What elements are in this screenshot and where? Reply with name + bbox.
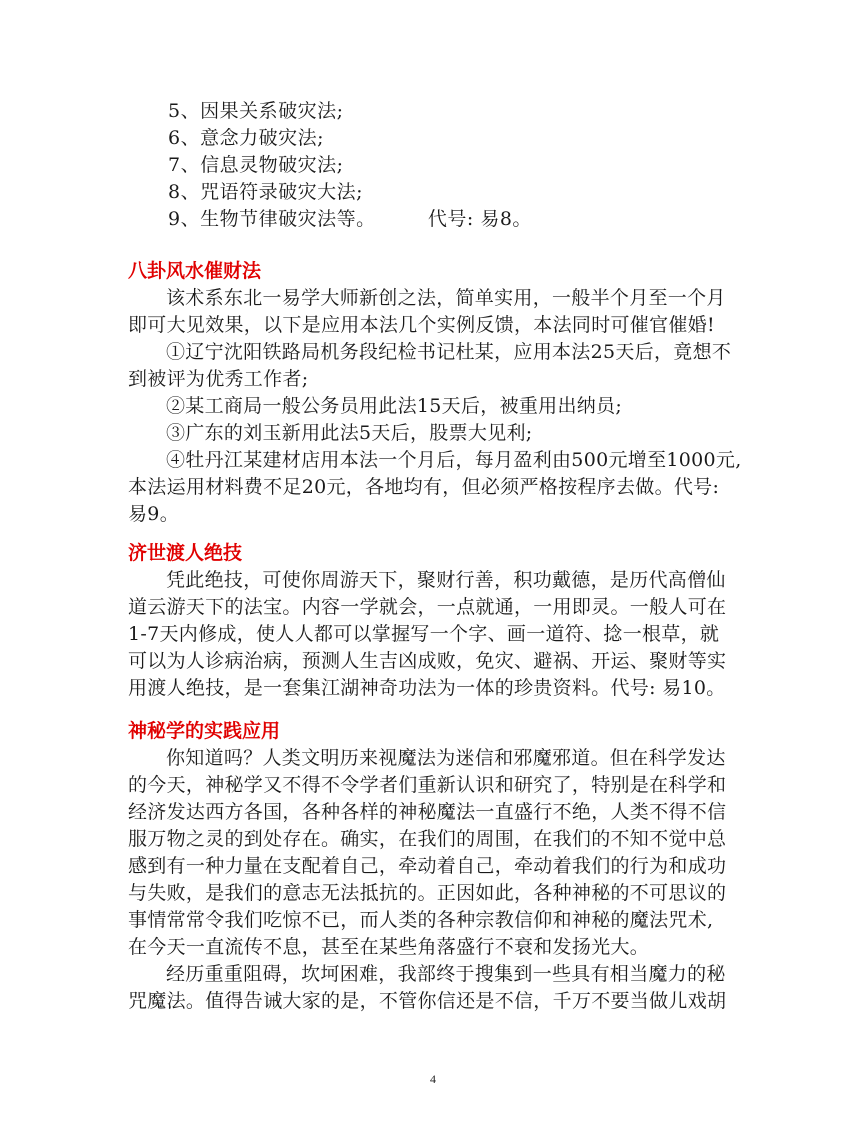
text-line: 事情常常令我们吃惊不已，而人类的各种宗教信仰和神秘的魔法咒术, bbox=[128, 909, 714, 931]
list-item: 9、生物节律破灾法等。 代号: 易8。 bbox=[168, 208, 532, 230]
section-bagua-fengshui bbox=[128, 258, 744, 528]
list-item: 8、咒语符录破灾大法; bbox=[168, 181, 363, 203]
section-body bbox=[128, 567, 744, 702]
section-mysticism bbox=[128, 718, 744, 1015]
page-number: 4 bbox=[430, 1072, 436, 1086]
section-body bbox=[128, 745, 744, 1015]
text-line: 即可大见效果，以下是应用本法几个实例反馈，本法同时可催官催婚! bbox=[128, 314, 715, 336]
text-line: 1-7天内修成，使人人都可以掌握写一个字、画一道符、捻一根草，就 bbox=[128, 623, 720, 645]
text-line: 凭此绝技，可使你周游天下，聚财行善，积功戴德，是历代高僧仙 bbox=[166, 569, 726, 591]
method-list bbox=[168, 98, 768, 233]
section-title: 济世渡人绝技 bbox=[128, 542, 243, 564]
text-line: 本法运用材料费不足20元，各地均有，但必须严格按程序去做。代号: bbox=[128, 476, 720, 498]
text-line: 易9。 bbox=[128, 503, 179, 525]
text-line: 用渡人绝技，是一套集江湖神奇功法为一体的珍贵资料。代号: 易10。 bbox=[128, 677, 726, 699]
text-line: 感到有一种力量在支配着自己，牵动着自己，牵动着我们的行为和成功 bbox=[128, 855, 727, 877]
text-line: 该术系东北一易学大师新创之法，简单实用，一般半个月至一个月 bbox=[166, 287, 726, 309]
section-title: 神秘学的实践应用 bbox=[128, 720, 281, 742]
list-item: 5、因果关系破灾法; bbox=[168, 100, 344, 122]
text-line: 咒魔法。值得告诫大家的是，不管你信还是不信，千万不要当做儿戏胡 bbox=[128, 990, 727, 1012]
text-line: 经济发达西方各国，各种各样的神秘魔法一直盛行不绝，人类不得不信 bbox=[128, 801, 727, 823]
list-item: 7、信息灵物破灾法; bbox=[168, 154, 344, 176]
text-line: 服万物之灵的到处存在。确实，在我们的周围，在我们的不知不觉中总 bbox=[128, 828, 727, 850]
section-body bbox=[128, 285, 744, 528]
text-line: 的今天，神秘学又不得不令学者们重新认识和研究了，特别是在科学和 bbox=[128, 774, 727, 796]
list-item: 6、意念力破灾法; bbox=[168, 127, 324, 149]
text-line: 经历重重阻碍，坎坷困难，我部终于搜集到一些具有相当魔力的秘 bbox=[166, 963, 726, 985]
text-line: ②某工商局一般公务员用此法15天后，被重用出纳员; bbox=[166, 395, 623, 417]
text-line: ③广东的刘玉新用此法5天后，股票大见利; bbox=[166, 422, 533, 444]
section-title: 八卦风水催财法 bbox=[128, 260, 262, 282]
text-line: 在今天一直流传不息，甚至在某些角落盛行不衰和发扬光大。 bbox=[128, 936, 650, 958]
text-line: 与失败，是我们的意志无法抵抗的。正因如此，各种神秘的不可思议的 bbox=[128, 882, 727, 904]
text-line: ④牡丹江某建材店用本法一个月后，每月盈利由500元增至1000元, bbox=[166, 449, 742, 471]
text-line: ①辽宁沈阳铁路局机务段纪检书记杜某，应用本法25天后，竟想不 bbox=[166, 341, 732, 363]
text-line: 可以为人诊病治病，预测人生吉凶成败，免灾、避祸、开运、聚财等实 bbox=[128, 650, 727, 672]
text-line: 道云游天下的法宝。内容一学就会，一点就通，一用即灵。一般人可在 bbox=[128, 596, 727, 618]
text-line: 你知道吗？人类文明历来视魔法为迷信和邪魔邪道。但在科学发达 bbox=[166, 747, 726, 769]
text-line: 到被评为优秀工作者; bbox=[128, 368, 309, 390]
section-jishi-duren bbox=[128, 540, 744, 702]
